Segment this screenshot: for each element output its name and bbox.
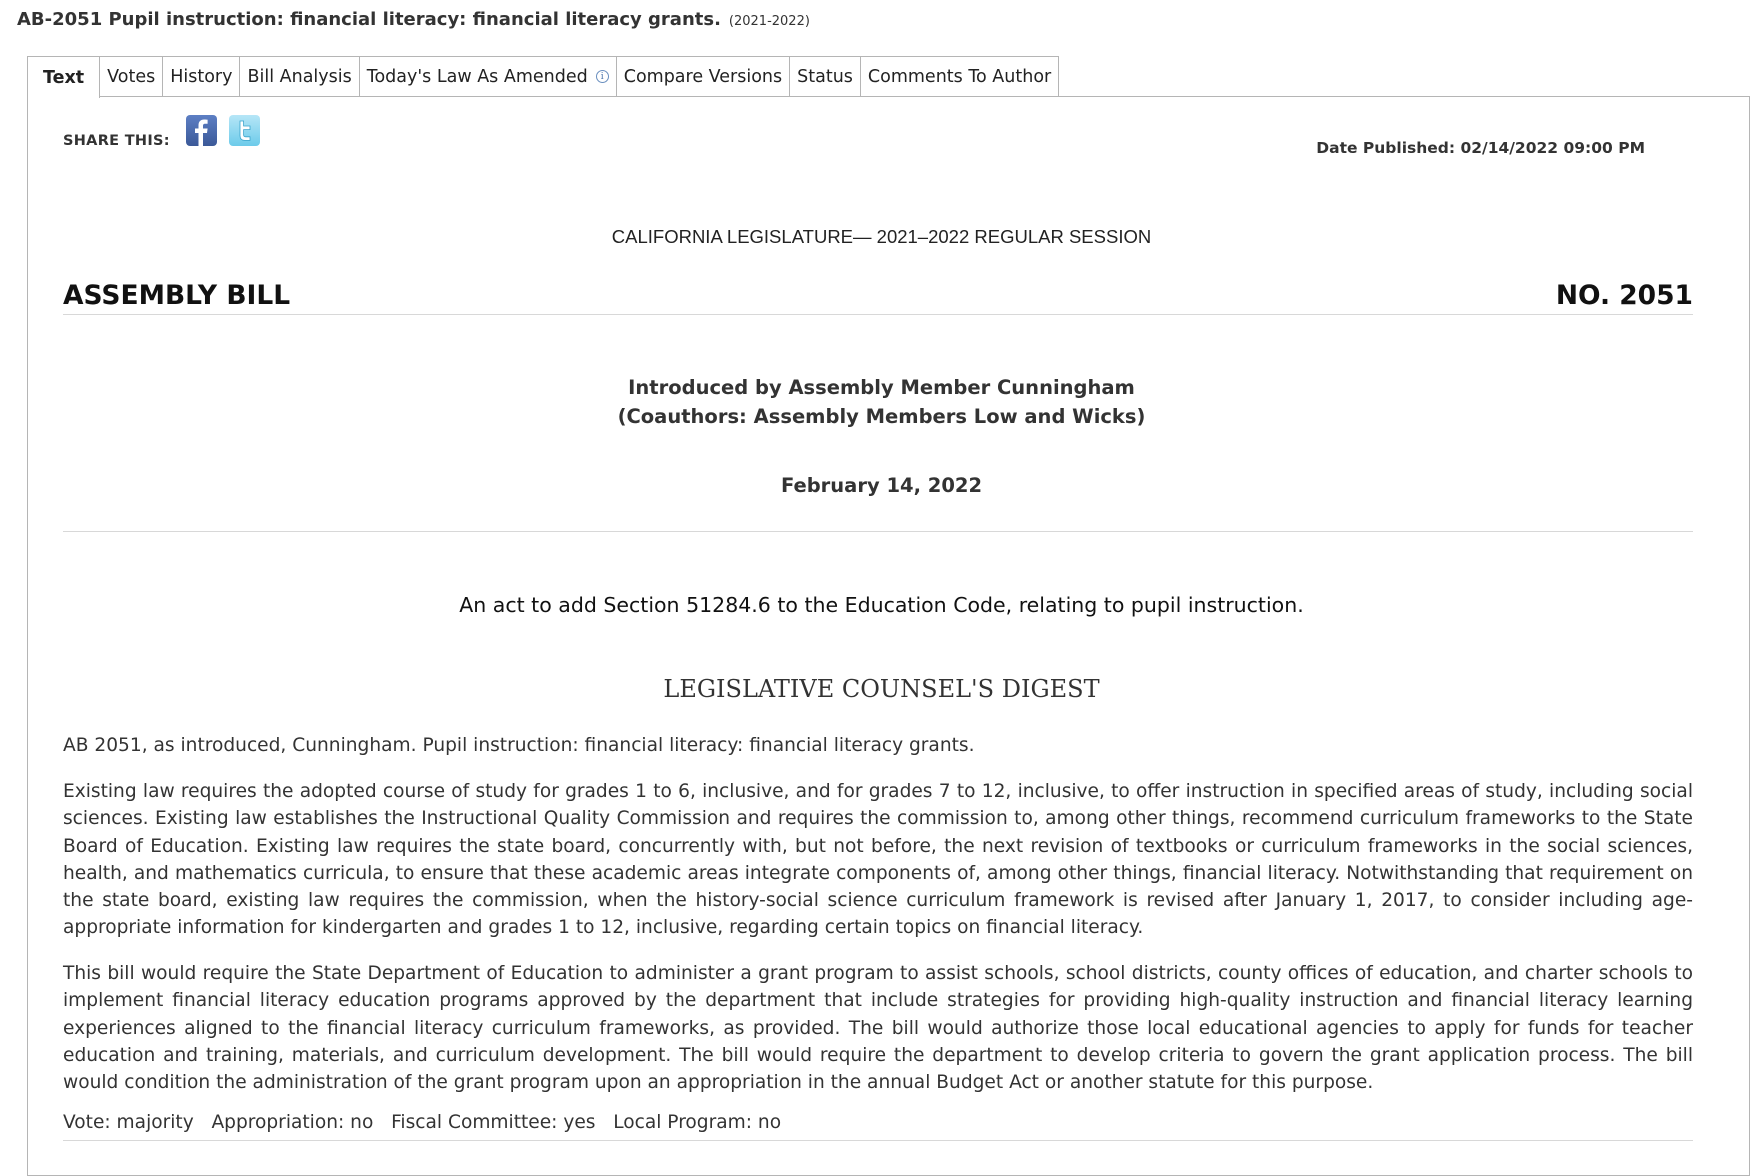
tab-label: Status [797, 66, 853, 87]
digest-summary: AB 2051, as introduced, Cunningham. Pupil instruction: financial literacy: financial literacy grants. [63, 735, 975, 756]
tab-bar [27, 56, 1059, 97]
tab-todays-law-as-amended[interactable] [360, 56, 617, 96]
twitter-icon[interactable] [229, 115, 260, 146]
tab-label: Text [43, 67, 85, 88]
act-description: An act to add Section 51284.6 to the Education Code, relating to pupil instruction. [459, 593, 1304, 617]
divider [63, 314, 1693, 315]
page-title [17, 9, 810, 30]
tab-votes[interactable] [100, 56, 163, 96]
tab-bill-analysis[interactable] [240, 56, 359, 96]
introduced-date: February 14, 2022 [780, 474, 983, 497]
facebook-icon[interactable] [186, 115, 217, 146]
tab-label: Today's Law As Amended [366, 66, 588, 87]
coauthors: (Coauthors: Assembly Members Low and Wicks) [617, 405, 1146, 428]
digest-paragraph: This bill would require the State Department of Education to administer a grant program to assist schools, school districts, county offices of education, and charter schools to implement financial literacy education programs approved by the department that include strategies for providing high-quality instruction and financial literacy learning experiences aligned to the financial literacy curriculum frameworks, as provided. The bill would authorize those local educational agencies to apply for funds for teacher education and training, materials, and curriculum development. The bill would require the department to develop criteria to govern the grant application process. The bill would condition the administration of the grant program upon an appropriation in the annual Budget Act or another statute for this purpose. [63, 963, 1693, 1094]
session-heading: CALIFORNIA LEGISLATURE— 2021–2022 REGULAR SESSION [611, 226, 1152, 247]
bill-number: NO. 2051 [1555, 280, 1693, 311]
session-years: (2021-2022) [728, 14, 810, 29]
introduced-by: Introduced by Assembly Member Cunningham [628, 376, 1135, 399]
tab-label: Bill Analysis [247, 66, 352, 87]
share-label: SHARE THIS: [63, 133, 170, 149]
bill-title: AB-2051 Pupil instruction: financial literacy: financial literacy grants. [17, 9, 721, 30]
vote-info: Vote: majority Appropriation: no Fiscal Committee: yes Local Program: no [63, 1112, 782, 1133]
digest-paragraph: Existing law requires the adopted course of study for grades 1 to 6, inclusive, and for grades 7 to 12, inclusive, to offer instruction in specified areas of study, including social sciences. Existing law establishes the Instructional Quality Commission and requires the commission to, among other things, recommend curriculum frameworks to the State Board of Education. Existing law requires the state board, concurrently with, but not before, the next revision of textbooks or curriculum frameworks in the social sciences, health, and mathematics curricula, to ensure that these academic areas integrate components of, among other things, financial literacy. Notwithstanding that requirement on the state board, existing law requires the commission, when the history-social science curriculum framework is revised after January 1, 2017, to consider including age-appropriate information for kindergarten and grades 1 to 12, inclusive, regarding certain topics on financial literacy. [63, 781, 1693, 939]
tab-comments-to-author[interactable] [861, 56, 1059, 96]
info-icon[interactable]: i [596, 70, 609, 83]
digest-title: LEGISLATIVE COUNSEL'S DIGEST [663, 675, 1100, 703]
tab-label: Comments To Author [867, 66, 1052, 87]
divider [63, 531, 1693, 532]
bill-header [63, 280, 1693, 311]
tab-label: Votes [107, 66, 156, 87]
tab-text[interactable] [27, 56, 100, 98]
tab-status[interactable] [790, 56, 861, 96]
tab-label: Compare Versions [623, 66, 783, 87]
divider [63, 1140, 1693, 1141]
tab-compare-versions[interactable] [617, 56, 790, 96]
bill-type: ASSEMBLY BILL [63, 280, 291, 311]
tab-history[interactable] [163, 56, 240, 96]
tab-label: History [170, 66, 233, 87]
date-published: Date Published: 02/14/2022 09:00 PM [1316, 139, 1645, 157]
